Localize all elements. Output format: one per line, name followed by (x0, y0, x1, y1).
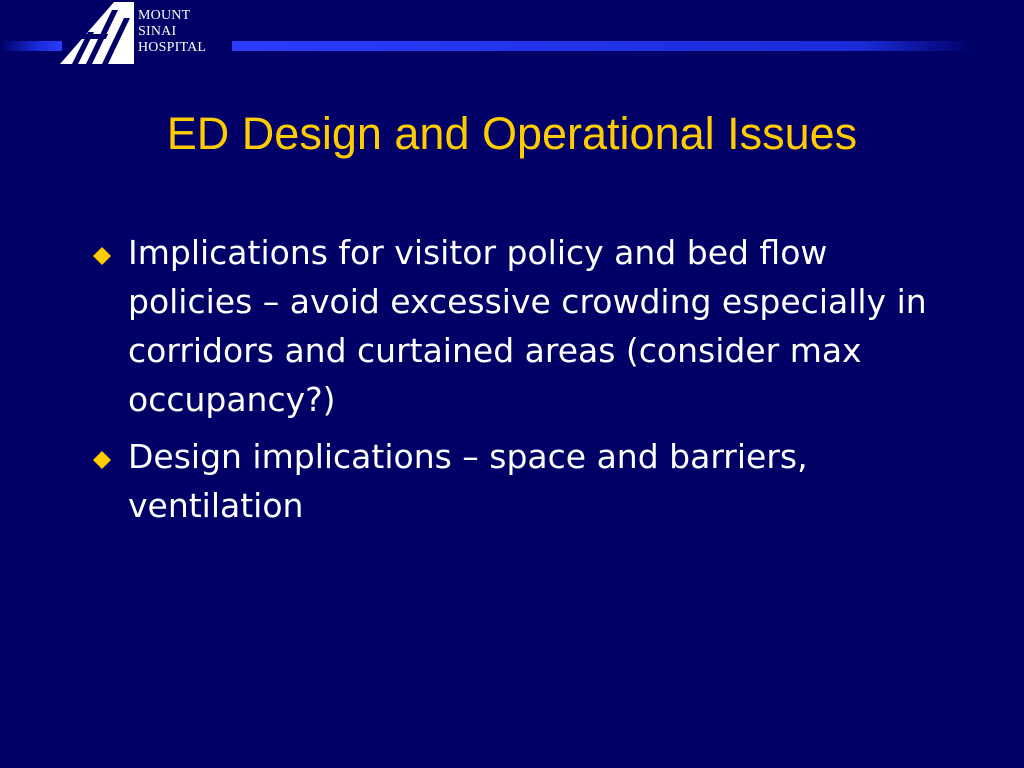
logo-text (138, 8, 206, 56)
bullet-text: Design implications – space and barriers, ventilation (128, 437, 808, 525)
diamond-bullet-icon (92, 450, 112, 470)
bullet-list (92, 228, 952, 538)
mount-sinai-logo-icon (58, 0, 136, 66)
bullet-item (92, 228, 952, 424)
slide-title: ED Design and Operational Issues (166, 108, 858, 159)
bullet-item (92, 432, 952, 530)
diamond-bullet-icon (92, 246, 112, 266)
bullet-text: Implications for visitor policy and bed flow policies – avoid excessive crowding especially in corridors and curtained areas (consider max occupancy?) (128, 233, 927, 419)
logo-line-hospital: HOSPITAL (138, 40, 207, 55)
logo-line-sinai: SINAI (138, 24, 177, 39)
logo-line-mount: MOUNT (138, 8, 191, 23)
